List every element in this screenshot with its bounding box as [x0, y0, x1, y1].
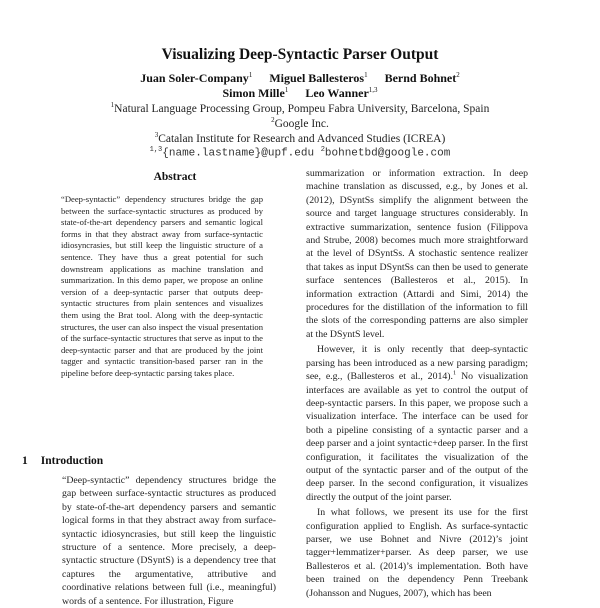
abstract-body: [61, 194, 263, 380]
affiliation: [0, 131, 600, 145]
email: {name.lastname}@upf.edu: [162, 147, 315, 160]
section-number: 1: [22, 455, 28, 467]
abstract-heading: Abstract: [153, 171, 197, 183]
affiliation-text: Natural Language Processing Group, Pompeu Fabra University, Barcelona, Spain: [114, 102, 490, 115]
affiliation: [0, 116, 600, 130]
author: [385, 71, 460, 85]
paragraph: [306, 343, 528, 504]
affiliation-mark: 1: [110, 101, 115, 109]
author: [269, 71, 367, 85]
author-name: Simon Mille: [222, 86, 285, 100]
author: [140, 71, 252, 85]
paragraph-text: No visualization interfaces are available as yet to control the output of deep-syntactic parsers. In this paper, we propose such a visualization interface. The interface can be used for both a pipeline consisting of a syntactic parser and a deep parser and a joint syntactic+deep parser. In the first configuration, it facilitates the visualization of the output of the syntactic parser and of the output of the deep parser. In the second configuration, it visualizes directly the output of the joint parser.: [306, 371, 529, 503]
author-name: Bernd Bohnet: [384, 71, 457, 85]
affiliation: [0, 101, 600, 115]
author-affiliation-mark: 1: [284, 86, 289, 94]
author: [305, 86, 377, 100]
author-affiliation-mark: 1: [364, 71, 368, 79]
paper-title: Visualizing Deep-Syntactic Parser Output: [161, 46, 439, 63]
authors-line-2: [0, 86, 600, 101]
section-title: Introduction: [40, 455, 104, 467]
right-column: [306, 167, 528, 600]
section-heading: [22, 455, 103, 467]
paragraph: “Deep-syntactic” dependency structures bridge the gap between surface-syntactic structures as produced by state-of-the-art dependency parsers and semantic logical forms in that they abstract away from surface-syntactic idiosyncrasies, but still keep the linguistic structure of a sentence. More precisely, a deep-syntactic structure (DSyntS) is a dependency tree that captures the argumentative, attributive and coordinative relations between full (i.e., meaningful) words of a sentence. For illustration, Figure: [62, 475, 276, 607]
paragraph: In what follows, we present its use for the first configuration applied to English. As surface-syntactic parser, we use Bohnet and Nivre (2012)’s joint tagger+lemmatizer+parser. As deep parser, we use Ballesteros et al. (2014)’s implementation. Both have been trained on the dependency Penn Treebank (Johansson and Nugues, 2007), which has been: [306, 507, 528, 599]
author: [222, 86, 288, 100]
email-affiliation-mark: 1,3: [149, 146, 163, 154]
affiliation-text: Google Inc.: [274, 117, 329, 130]
affiliation-mark: 2: [271, 116, 275, 124]
author-name: Miguel Ballesteros: [269, 71, 365, 85]
paragraph-text: However, it is only recently that deep-syntactic parsing has been introduced as a new parsing paradigm; see, e.g., (Ballesteros et al., 2014).: [306, 344, 528, 383]
author-affiliation-mark: 2: [456, 71, 460, 79]
abstract-text: “Deep-syntactic” dependency structures bridge the gap between the surface-syntactic structures as produced by state-of-the-art dependency parsers and semantic logical forms in that they abstract away from surface-syntactic idiosyncrasies, but still keep the linguistic structure of a sentence. They have thus a great potential for such downstream applications as machine translation and summarization. In this demo paper, we propose an online version of a deep-syntactic parser that outputs deep-syntactic structures from plain sentences and visualizes them using the Brat tool. Along with the deep-syntactic structures, the user can also inspect the visual presentation of the surface-syntactic structures that serve as input to the deep-syntactic parser and that are produced by the joint tagger and syntactic transition-based parser ran in the pipeline before deep-syntactic parsing takes place.: [61, 194, 263, 378]
affiliation-mark: 3: [154, 131, 159, 139]
authors-line-1: [0, 71, 600, 86]
email-affiliation-mark: 2: [320, 146, 325, 154]
author-name: Juan Soler-Company: [140, 71, 249, 85]
email: bohnetbd@google.com: [324, 147, 451, 160]
author-affiliation-mark: 1,3: [368, 86, 378, 94]
paragraph: summarization or information extraction. In deep machine translation as discussed, e.g., by Jones et al. (2012), DSyntSs simplify the alignment between the source and target language structures considerably. In extractive summarization, sentence fusion (Filippova and Strube, 2008) becomes much more straightforward at the level of DSyntSs. A stochastic sentence realizer that takes as input DSyntSs can then be used to generate surface sentences (Ballesteros et al., 2015). In information extraction (Attardi and Simi, 2014) the procedures for the distillation of the information to fill the slots of the corresponding patterns are also simpler at the DSyntS level.: [306, 168, 528, 340]
author-affiliation-mark: 1: [248, 71, 253, 79]
introduction-body: [62, 474, 276, 608]
footnote-marker: 1: [453, 369, 457, 377]
author-emails: [0, 146, 600, 160]
author-name: Leo Wanner: [305, 86, 369, 100]
affiliation-text: Catalan Institute for Research and Advanced Studies (ICREA): [158, 132, 446, 145]
